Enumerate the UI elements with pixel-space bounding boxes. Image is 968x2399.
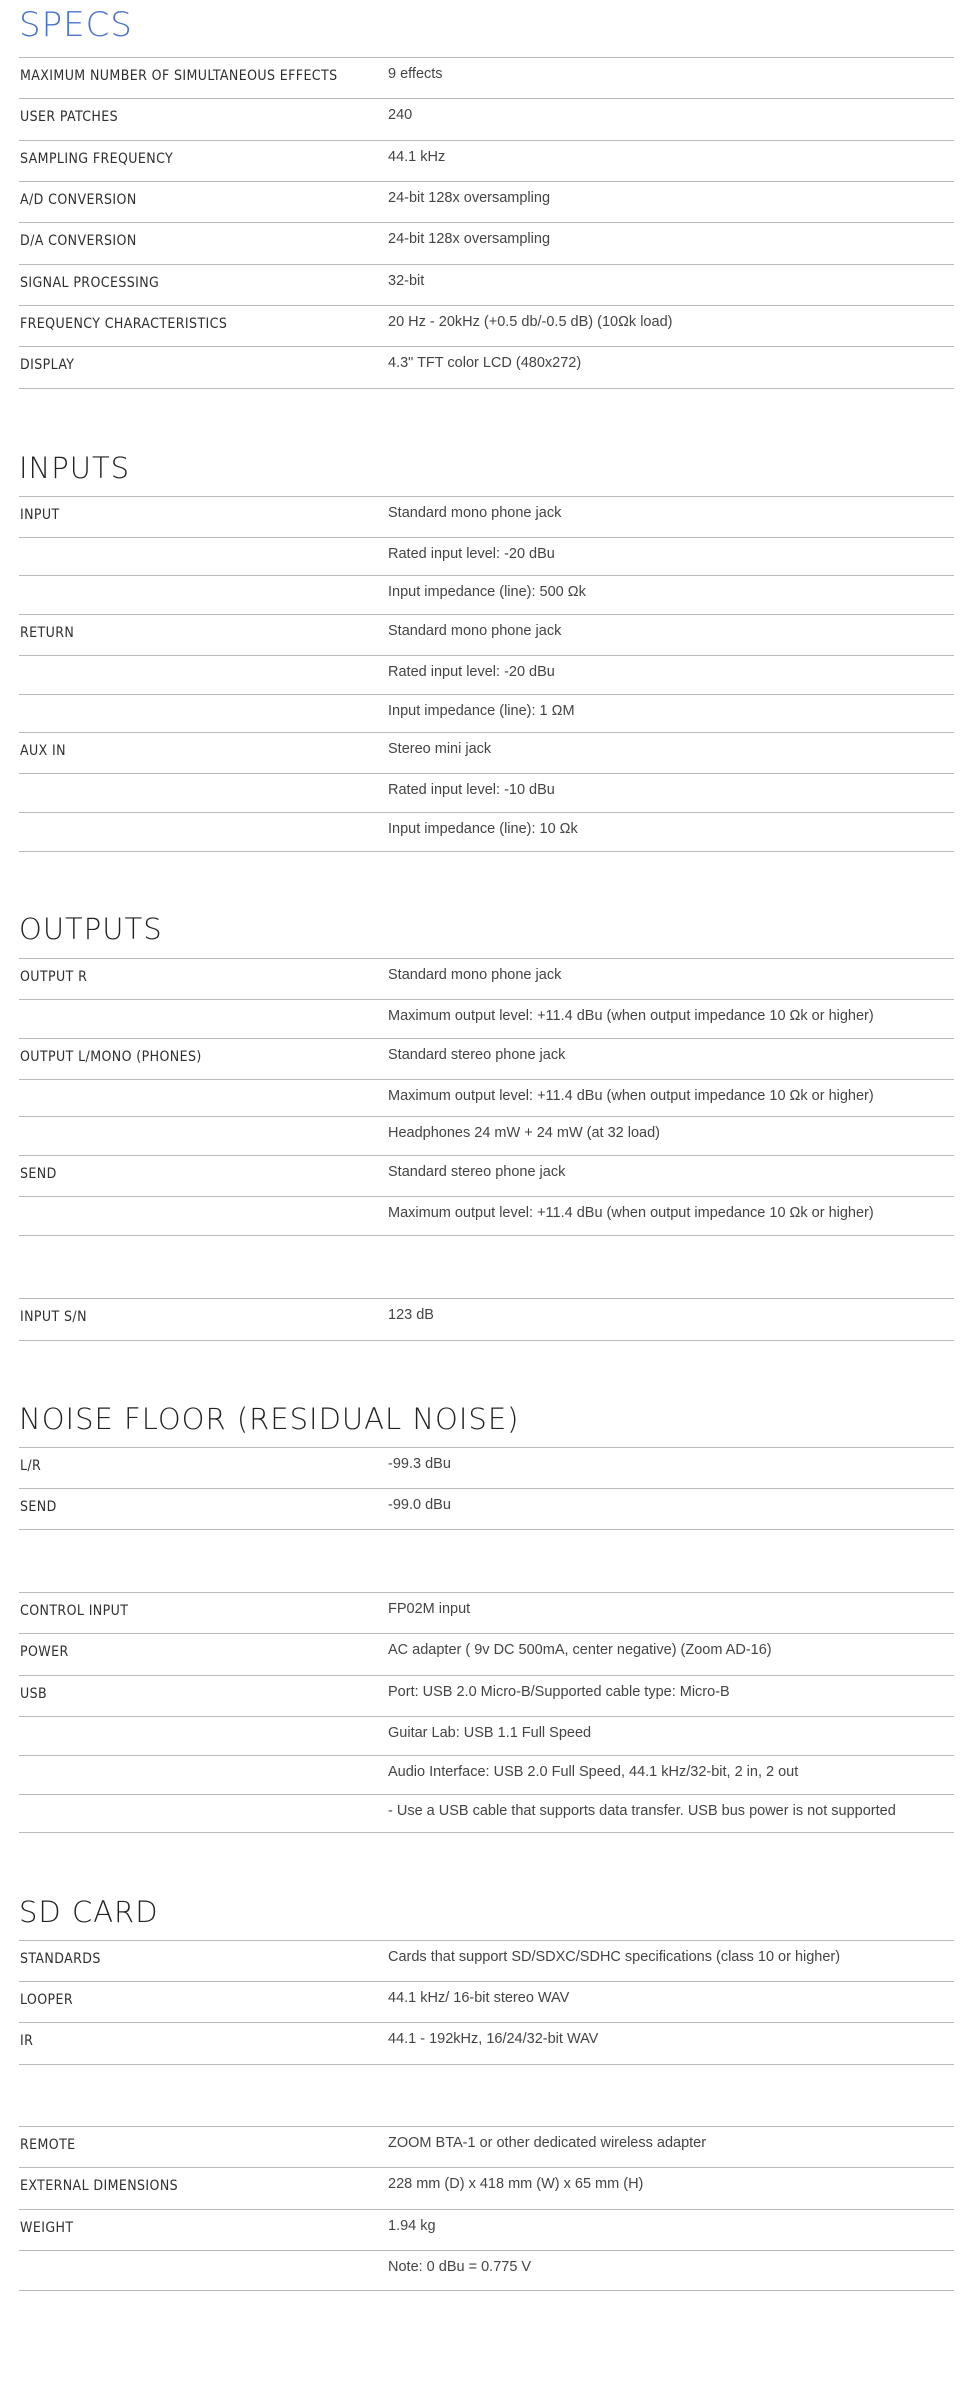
section-title: NOISE FLOOR (RESIDUAL NOISE) xyxy=(19,1402,520,1436)
row-divider xyxy=(19,1447,954,1448)
row-divider xyxy=(19,1940,954,1941)
spec-value: 32-bit xyxy=(388,273,425,289)
spec-label: FREQUENCY CHARACTERISTICS xyxy=(20,316,228,332)
spec-value: Port: USB 2.0 Micro-B/Supported cable type: Micro-B xyxy=(388,1684,730,1700)
spec-value: Rated input level: -20 dBu xyxy=(388,664,555,680)
spec-value: 44.1 kHz/ 16-bit stereo WAV xyxy=(388,1990,570,2006)
section-title: OUTPUTS xyxy=(19,912,163,946)
row-divider xyxy=(19,222,954,223)
spec-label: IR xyxy=(20,2033,34,2049)
spec-label: REMOTE xyxy=(20,2137,76,2153)
row-divider xyxy=(19,140,954,141)
row-divider xyxy=(19,1488,954,1489)
spec-value: Audio Interface: USB 2.0 Full Speed, 44.1 kHz/32-bit, 2 in, 2 out xyxy=(388,1764,799,1780)
row-divider xyxy=(19,1529,954,1530)
spec-label: A/D CONVERSION xyxy=(20,192,137,208)
row-divider xyxy=(19,57,954,58)
spec-label: SIGNAL PROCESSING xyxy=(20,275,160,291)
spec-label: AUX IN xyxy=(20,743,66,759)
spec-label: OUTPUT R xyxy=(20,969,88,985)
spec-value: Note: 0 dBu = 0.775 V xyxy=(388,2259,532,2275)
spec-value: Standard stereo phone jack xyxy=(388,1047,566,1063)
row-divider xyxy=(19,1716,954,1717)
row-divider xyxy=(19,181,954,182)
row-divider xyxy=(19,1196,954,1197)
row-divider xyxy=(19,2064,954,2065)
spec-value: 4.3" TFT color LCD (480x272) xyxy=(388,355,582,371)
row-divider xyxy=(19,694,954,695)
spec-label: INPUT S/N xyxy=(20,1309,87,1325)
spec-label: OUTPUT L/MONO (PHONES) xyxy=(20,1049,202,1065)
spec-value: Standard mono phone jack xyxy=(388,505,562,521)
spec-value: Maximum output level: +11.4 dBu (when output impedance 10 Ωk or higher) xyxy=(388,1205,874,1221)
spec-label: L/R xyxy=(20,1458,42,1474)
spec-value: 44.1 - 192kHz, 16/24/32-bit WAV xyxy=(388,2031,599,2047)
section-title: INPUTS xyxy=(19,451,131,485)
row-divider xyxy=(19,496,954,497)
row-divider xyxy=(19,2022,954,2023)
spec-label: INPUT xyxy=(20,507,60,523)
row-divider xyxy=(19,1675,954,1676)
spec-value: 9 effects xyxy=(388,66,443,82)
spec-value: 44.1 kHz xyxy=(388,149,446,165)
spec-label: STANDARDS xyxy=(20,1951,101,1967)
spec-label: SAMPLING FREQUENCY xyxy=(20,151,174,167)
spec-value: Standard mono phone jack xyxy=(388,623,562,639)
row-divider xyxy=(19,2290,954,2291)
spec-value: 240 xyxy=(388,107,413,123)
spec-label: POWER xyxy=(20,1644,69,1660)
spec-value: 123 dB xyxy=(388,1307,434,1323)
row-divider xyxy=(19,1633,954,1634)
row-divider xyxy=(19,999,954,1000)
row-divider xyxy=(19,812,954,813)
spec-value: Rated input level: -20 dBu xyxy=(388,546,555,562)
spec-value: Guitar Lab: USB 1.1 Full Speed xyxy=(388,1725,592,1741)
row-divider xyxy=(19,1340,954,1341)
spec-value: Standard mono phone jack xyxy=(388,967,562,983)
spec-value: -99.0 dBu xyxy=(388,1497,451,1513)
spec-label: D/A CONVERSION xyxy=(20,233,137,249)
row-divider xyxy=(19,2209,954,2210)
page-title: SPECS xyxy=(19,5,133,45)
spec-value: 1.94 kg xyxy=(388,2218,436,2234)
row-divider xyxy=(19,346,954,347)
spec-label: USB xyxy=(20,1686,48,1702)
spec-value: Headphones 24 mW + 24 mW (at 32 load) xyxy=(388,1125,661,1141)
row-divider xyxy=(19,1079,954,1080)
row-divider xyxy=(19,1981,954,1982)
row-divider xyxy=(19,1794,954,1795)
spec-label: USER PATCHES xyxy=(20,109,119,125)
spec-value: Maximum output level: +11.4 dBu (when output impedance 10 Ωk or higher) xyxy=(388,1088,874,1104)
row-divider xyxy=(19,655,954,656)
row-divider xyxy=(19,851,954,852)
row-divider xyxy=(19,1116,954,1117)
spec-label: WEIGHT xyxy=(20,2220,74,2236)
row-divider xyxy=(19,2167,954,2168)
row-divider xyxy=(19,388,954,389)
spec-value: Input impedance (line): 1 ΩM xyxy=(388,703,575,719)
spec-value: - Use a USB cable that supports data transfer. USB bus power is not supported xyxy=(388,1803,896,1819)
spec-value: 24-bit 128x oversampling xyxy=(388,190,551,206)
spec-label: MAXIMUM NUMBER OF SIMULTANEOUS EFFECTS xyxy=(20,68,338,84)
spec-value: Input impedance (line): 500 Ωk xyxy=(388,584,586,600)
row-divider xyxy=(19,264,954,265)
section-title: SD CARD xyxy=(19,1895,159,1929)
row-divider xyxy=(19,98,954,99)
row-divider xyxy=(19,1235,954,1236)
spec-value: Stereo mini jack xyxy=(388,741,492,757)
spec-value: 20 Hz - 20kHz (+0.5 db/-0.5 dB) (10Ωk load) xyxy=(388,314,673,330)
spec-label: LOOPER xyxy=(20,1992,74,2008)
spec-value: FP02M input xyxy=(388,1601,471,1617)
spec-value: Standard stereo phone jack xyxy=(388,1164,566,1180)
spec-value: Rated input level: -10 dBu xyxy=(388,782,555,798)
spec-label: SEND xyxy=(20,1166,57,1182)
row-divider xyxy=(19,2126,954,2127)
row-divider xyxy=(19,2250,954,2251)
spec-value: Maximum output level: +11.4 dBu (when output impedance 10 Ωk or higher) xyxy=(388,1008,874,1024)
spec-label: DISPLAY xyxy=(20,357,75,373)
row-divider xyxy=(19,1038,954,1039)
spec-value: Cards that support SD/SDXC/SDHC specifications (class 10 or higher) xyxy=(388,1949,841,1965)
spec-value: 24-bit 128x oversampling xyxy=(388,231,551,247)
spec-value: ZOOM BTA-1 or other dedicated wireless adapter xyxy=(388,2135,707,2151)
row-divider xyxy=(19,732,954,733)
spec-label: RETURN xyxy=(20,625,75,641)
row-divider xyxy=(19,958,954,959)
row-divider xyxy=(19,614,954,615)
row-divider xyxy=(19,537,954,538)
spec-label: CONTROL INPUT xyxy=(20,1603,129,1619)
row-divider xyxy=(19,773,954,774)
row-divider xyxy=(19,1592,954,1593)
row-divider xyxy=(19,1298,954,1299)
spec-value: -99.3 dBu xyxy=(388,1456,451,1472)
spec-value: AC adapter ( 9v DC 500mA, center negative) (Zoom AD-16) xyxy=(388,1642,772,1658)
spec-label: SEND xyxy=(20,1499,57,1515)
row-divider xyxy=(19,305,954,306)
spec-value: Input impedance (line): 10 Ωk xyxy=(388,821,578,837)
row-divider xyxy=(19,575,954,576)
row-divider xyxy=(19,1155,954,1156)
row-divider xyxy=(19,1755,954,1756)
spec-value: 228 mm (D) x 418 mm (W) x 65 mm (H) xyxy=(388,2176,644,2192)
spec-label: EXTERNAL DIMENSIONS xyxy=(20,2178,179,2194)
row-divider xyxy=(19,1832,954,1833)
